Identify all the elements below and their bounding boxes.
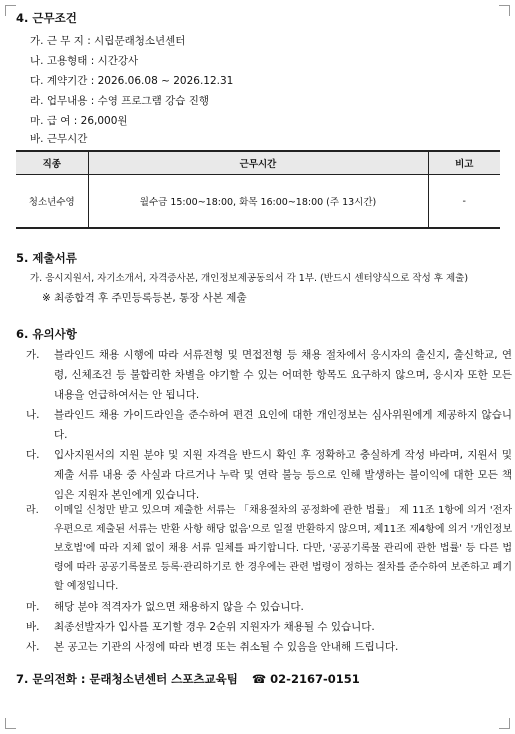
submission-docs-line: 가. 응시지원서, 자기소개서, 자격증사본, 개인정보제공동의서 각 1부. (반드시 센터양식으로 작성 후 제출) xyxy=(30,273,469,284)
work-hours-table xyxy=(16,150,500,229)
table-header-cell: 근무시간 xyxy=(88,151,428,175)
notice-item: 나. 블라인드 채용 가이드라인을 준수하여 편견 요인에 대한 개인정보는 심사위원에게 제공하지 않습니다. xyxy=(26,409,512,441)
table-header-cell: 비고 xyxy=(428,151,500,175)
condition-item: 나. 고용형태 : 시간강사 xyxy=(30,55,139,67)
table-cell-hours: 월수금 15:00~18:00, 화목 16:00~18:00 (주 13시간) xyxy=(88,175,428,229)
notice-item: 바. 최종선발자가 입사를 포기할 경우 2순위 지원자가 채용될 수 있습니다. xyxy=(26,621,375,633)
condition-item: 라. 업무내용 : 수영 프로그램 강습 진행 xyxy=(30,95,210,107)
corner-mark-top-right xyxy=(499,5,510,16)
table-cell-note: - xyxy=(428,175,500,229)
table-row xyxy=(16,175,500,229)
section6-title: 6. 유의사항 xyxy=(16,327,77,341)
condition-item: 다. 계약기간 : 2026.06.08 ~ 2026.12.31 xyxy=(30,75,234,87)
notice-item: 사. 본 공고는 기관의 사정에 따라 변경 또는 취소될 수 있음을 안내해 드립니다. xyxy=(26,641,399,653)
table-header-row xyxy=(16,151,500,175)
section7-title: 7. 문의전화 : 문래청소년센터 스포츠교육팀 xyxy=(16,672,238,686)
table-header-cell: 직종 xyxy=(16,151,88,175)
contact-line xyxy=(16,671,360,687)
submission-note-line: ※ 최종합격 후 주민등록등본, 통장 사본 제출 xyxy=(42,292,247,304)
notice-item: 가. 블라인드 채용 시행에 따라 서류전형 및 면접전형 등 채용 절차에서 응시자의 출신지, 출신학교, 연령, 신체조건 등 불합리한 차별을 야기할 수 있는 어떠한 항목도 요구하지 않으며, 응시자 또한 모든 내용을 언급하여서는 안 됩니다. xyxy=(26,349,512,401)
condition-item: 바. 근무시간 xyxy=(30,133,88,145)
corner-mark-top-left xyxy=(5,5,16,16)
section5-title: 5. 제출서류 xyxy=(16,251,77,265)
notice-item: 라. 이메일 신청만 받고 있으며 제출한 서류는 「채용절차의 공정화에 관한 법률」 제 11조 1항에 의거 '전자우편으로 제출된 서류는 반환 사항 해당 없음'으로 일절 반환하지 않으며, 제11조 제4항에 의거 '개인정보 보호법'에 따라 지체 없이 채용 서류 일체를 파기합니다. 다만, '공공기록물 관리에 관한 법률' 등 다른 법령에 따라 공공기록물로 등록·관리하기로 한 경우에는 관련 법령이 정하는 절차를 준수하여 보존하고 폐기할 예정입니다. xyxy=(26,505,512,592)
phone-icon: ☎ xyxy=(251,672,267,686)
notice-item: 마. 해당 분야 적격자가 없으면 채용하지 않을 수 있습니다. xyxy=(26,601,304,613)
corner-mark-bottom-right xyxy=(499,718,510,729)
corner-mark-bottom-left xyxy=(5,718,16,729)
contact-phone-number: 02-2167-0151 xyxy=(270,672,360,686)
condition-item: 가. 근 무 지 : 시립문래청소년센터 xyxy=(30,35,186,47)
notice-item: 다. 입사지원서의 지원 분야 및 지원 자격을 반드시 확인 후 정확하고 충실하게 작성 바라며, 지원서 및 제출 서류 내용 중 사실과 다르거나 누락 및 연락 불능 등으로 인해 발생하는 불이익에 대한 모든 책임은 지원자 본인에게 있습니다. xyxy=(26,449,512,501)
section4-title: 4. 근무조건 xyxy=(16,11,77,25)
table-cell-job: 청소년수영 xyxy=(16,175,88,229)
condition-item: 마. 급 여 : 26,000원 xyxy=(30,115,128,127)
